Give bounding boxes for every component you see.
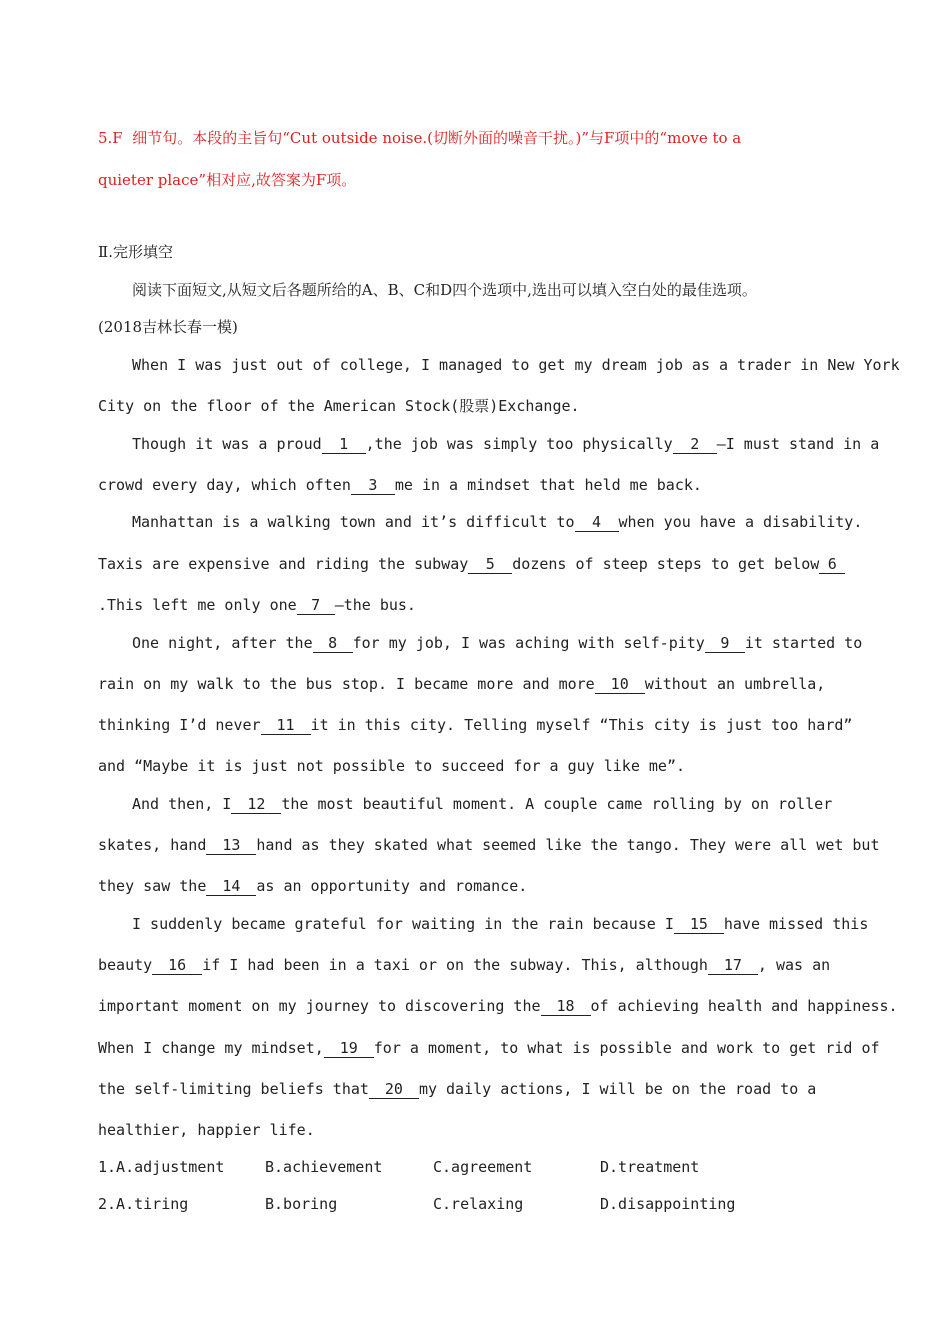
passage-p6-line4 xyxy=(98,1038,880,1058)
section-title: Ⅱ.完形填空 xyxy=(98,243,173,261)
text-segment: for a moment, to what is possible and work to get rid of xyxy=(373,1039,880,1057)
passage-p6-line5 xyxy=(98,1079,816,1099)
passage-p5-line1 xyxy=(132,794,832,814)
text-segment: —the bus. xyxy=(334,596,416,614)
blank-14: 14 xyxy=(206,877,256,896)
blank-2: 2 xyxy=(673,435,717,454)
blank-11: 11 xyxy=(261,716,311,735)
text-segment: Taxis are expensive and riding the subway xyxy=(98,555,469,573)
passage-p3-line1 xyxy=(132,512,862,532)
blank-17: 17 xyxy=(708,956,758,975)
option-2-c: C.relaxing xyxy=(433,1195,524,1213)
blank-1: 1 xyxy=(322,435,366,454)
text-segment: dozens of steep steps to get below xyxy=(512,555,820,573)
passage-p5-line3 xyxy=(98,876,527,896)
blank-8: 8 xyxy=(313,634,353,653)
answer-5-line1: 5.F 细节句。本段的主旨句“Cut outside noise.(切断外面的噪音干扰。)”与F项中的“move to a xyxy=(98,129,742,147)
text-segment: I suddenly became grateful for waiting in the rain because I xyxy=(132,915,674,933)
text-segment: crowd every day, which often xyxy=(98,476,351,494)
option-1-a: 1.A.adjustment xyxy=(98,1158,225,1176)
blank-12: 12 xyxy=(231,795,281,814)
text-segment: skates, hand xyxy=(98,836,207,854)
text-segment: ,the job was simply too physically xyxy=(365,435,673,453)
text-segment: as an opportunity and romance. xyxy=(256,877,528,895)
blank-10: 10 xyxy=(595,675,645,694)
option-1-b: B.achievement xyxy=(265,1158,383,1176)
passage-p1-line1: When I was just out of college, I managed to get my dream job as a trader in New York xyxy=(132,356,900,374)
blank-5: 5 xyxy=(468,555,512,574)
passage-p2-line1 xyxy=(132,434,879,454)
answer-5-line2: quieter place”相对应,故答案为F项。 xyxy=(98,171,357,189)
passage-p5-line2 xyxy=(98,835,880,855)
text-segment: One night, after the xyxy=(132,634,313,652)
text-segment: the self-limiting beliefs that xyxy=(98,1080,369,1098)
passage-p3-line2 xyxy=(98,554,845,574)
passage-p4-line1 xyxy=(132,633,862,653)
text-segment: of achieving health and happiness. xyxy=(590,997,898,1015)
text-segment: it in this city. Telling myself “This city is just too hard” xyxy=(310,716,853,734)
blank-13: 13 xyxy=(206,836,256,855)
text-segment: me in a mindset that held me back. xyxy=(394,476,702,494)
text-segment: they saw the xyxy=(98,877,207,895)
section-source: (2018吉林长春一模) xyxy=(98,318,238,336)
text-segment: the most beautiful moment. A couple came rolling by on roller xyxy=(281,795,833,813)
blank-7: 7 xyxy=(297,596,335,615)
section-instruction: 阅读下面短文,从短文后各题所给的A、B、C和D四个选项中,选出可以填入空白处的最佳选项。 xyxy=(132,281,757,299)
blank-18: 18 xyxy=(541,997,591,1016)
text-segment: without an umbrella, xyxy=(644,675,826,693)
option-2-a: 2.A.tiring xyxy=(98,1195,189,1213)
blank-15: 15 xyxy=(674,915,724,934)
text-segment: when you have a disability. xyxy=(618,513,863,531)
passage-p2-line2 xyxy=(98,475,702,495)
text-segment: have missed this xyxy=(723,915,869,933)
text-segment: rain on my walk to the bus stop. I became more and more xyxy=(98,675,595,693)
text-segment: .This left me only one xyxy=(98,596,297,614)
blank-9: 9 xyxy=(705,634,745,653)
text-segment: for my job, I was aching with self-pity xyxy=(352,634,705,652)
text-segment: my daily actions, I will be on the road to a xyxy=(418,1080,817,1098)
text-segment: When I change my mindset, xyxy=(98,1039,324,1057)
text-segment: —I must stand in a xyxy=(716,435,880,453)
text-segment: important moment on my journey to discovering the xyxy=(98,997,541,1015)
blank-20: 20 xyxy=(369,1080,419,1099)
passage-p4-line3 xyxy=(98,715,852,735)
text-segment: thinking I’d never xyxy=(98,716,261,734)
passage-p4-line4: and “Maybe it is just not possible to succeed for a guy like me”. xyxy=(98,757,685,775)
passage-p3-line3 xyxy=(98,595,416,615)
passage-p4-line2 xyxy=(98,674,825,694)
text-segment: if I had been in a taxi or on the subway. This, although xyxy=(202,956,708,974)
option-2-b: B.boring xyxy=(265,1195,338,1213)
passage-p6-line2 xyxy=(98,955,830,975)
text-segment: Though it was a proud xyxy=(132,435,322,453)
blank-3: 3 xyxy=(351,476,395,495)
passage-p1-line2: City on the floor of the American Stock(股票)Exchange. xyxy=(98,397,580,415)
blank-19: 19 xyxy=(324,1039,374,1058)
text-segment: it started to xyxy=(744,634,863,652)
text-segment: Manhattan is a walking town and it’s difficult to xyxy=(132,513,575,531)
text-segment: hand as they skated what seemed like the tango. They were all wet but xyxy=(256,836,880,854)
passage-p6-line3 xyxy=(98,996,898,1016)
passage-p6-line1 xyxy=(132,914,868,934)
text-segment: beauty xyxy=(98,956,153,974)
blank-4: 4 xyxy=(575,513,619,532)
blank-6: 6 xyxy=(819,555,845,574)
text-segment: And then, I xyxy=(132,795,232,813)
blank-16: 16 xyxy=(152,956,202,975)
option-2-d: D.disappointing xyxy=(600,1195,736,1213)
text-segment: , was an xyxy=(757,956,831,974)
passage-p6-line6: healthier, happier life. xyxy=(98,1121,315,1139)
option-1-d: D.treatment xyxy=(600,1158,700,1176)
option-1-c: C.agreement xyxy=(433,1158,533,1176)
